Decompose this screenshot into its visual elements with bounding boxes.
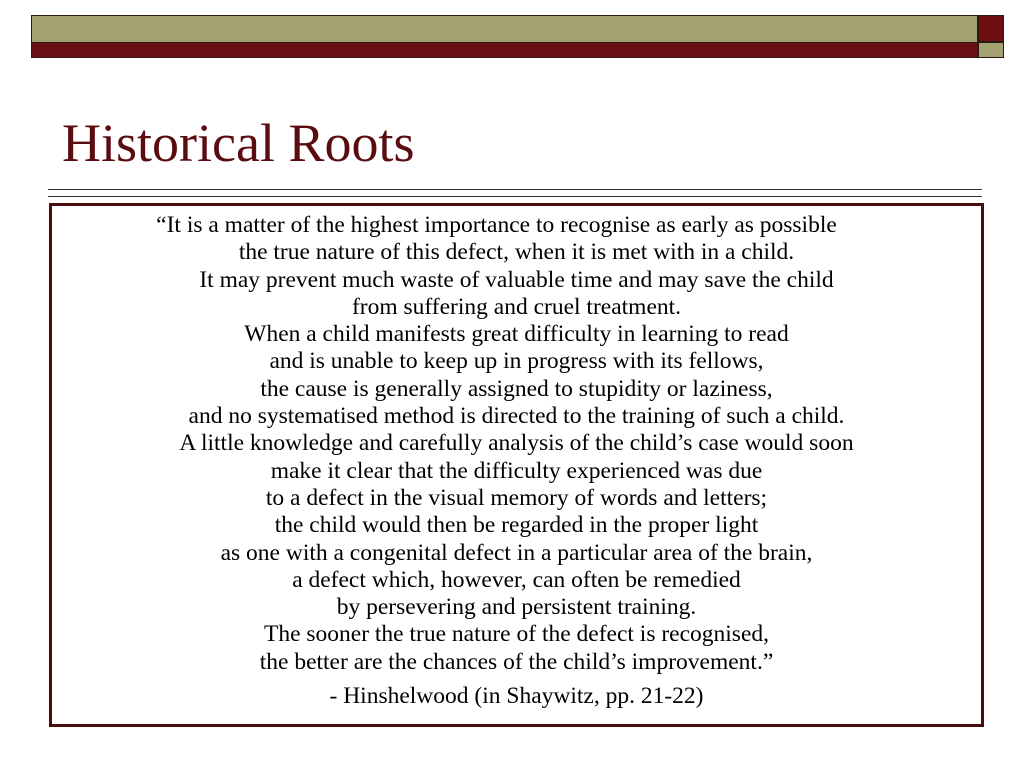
quote-line: and no systematised method is directed to the training of such a child. — [188, 403, 845, 430]
quote-line: When a child manifests great difficulty in learning to read — [244, 321, 789, 348]
quote-line: make it clear that the difficulty experienced was due — [270, 457, 763, 484]
quote-line: as one with a congenital defect in a particular area of the brain, — [220, 539, 813, 566]
quote-line: the better are the chances of the child’s improvement.” — [259, 648, 774, 675]
quote-line: and is unable to keep up in progress with its fellows, — [269, 348, 764, 375]
quote-line: The sooner the true nature of the defect is recognised, — [263, 621, 770, 648]
quote-line: It may prevent much waste of valuable time and may save the child — [199, 266, 834, 293]
header-band-maroon-stripe — [32, 42, 977, 57]
quote-line: by persevering and persistent training. — [336, 594, 697, 621]
quote-line: a defect which, however, can often be remedied — [292, 566, 741, 593]
quote-line: from suffering and cruel treatment. — [351, 293, 682, 320]
quote-line: the child would then be regarded in the proper light — [274, 512, 759, 539]
quote-line: the true nature of this defect, when it is met with in a child. — [238, 239, 795, 266]
slide-title: Historical Roots — [62, 113, 415, 173]
title-divider-line — [48, 189, 982, 190]
quote-box — [49, 203, 984, 727]
quote-text — [52, 212, 981, 676]
quote-line: to a defect in the visual memory of words and letters; — [265, 484, 768, 511]
quote-line: the cause is generally assigned to stupidity or laziness, — [260, 375, 773, 402]
corner-square-olive — [978, 42, 1004, 58]
title-divider-line — [48, 196, 982, 197]
quote-line: “It is a matter of the highest importance to recognise as early as possible — [156, 212, 837, 238]
header-band-olive-stripe — [32, 16, 977, 42]
header-band — [31, 15, 978, 58]
corner-square-maroon — [978, 15, 1004, 42]
quote-attribution: - Hinshelwood (in Shaywitz, pp. 21-22) — [329, 683, 704, 709]
quote-line: A little knowledge and carefully analysis of the child’s case would soon — [179, 430, 854, 457]
